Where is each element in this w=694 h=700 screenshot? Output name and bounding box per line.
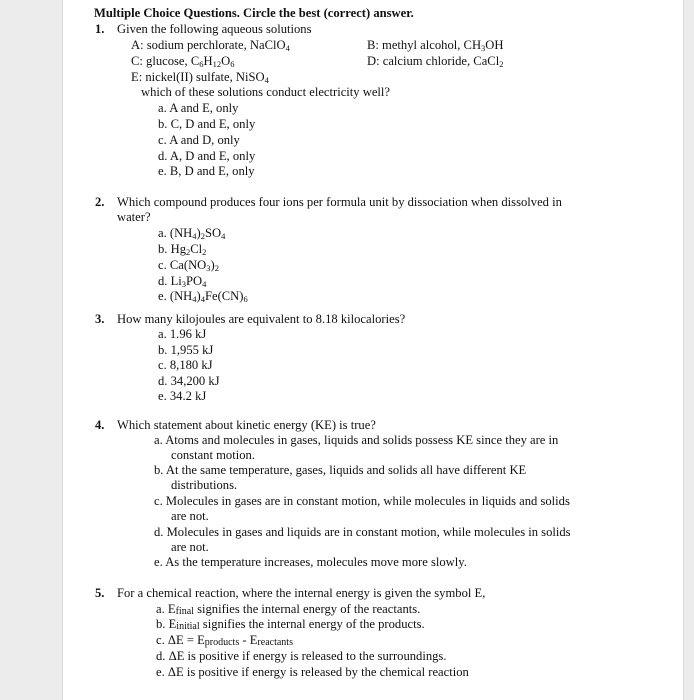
q2-stem-line2: water? [117,210,151,224]
q5-option-b[interactable]: b. $E_{initial}$ signifies the internal energy of the products. [156,617,425,632]
q1-solution-c: C: glucose, $C_6H_{12}O_6$ [131,54,235,69]
q3-number: 3. [95,312,105,326]
q1-solution-b: B: methyl alcohol, $CH_3OH$ [367,38,504,53]
q4-option-b-cont: distributions. [171,478,238,492]
q3-option-e[interactable]: e. 34.2 kJ [158,389,207,403]
q4-option-a[interactable]: a. Atoms and molecules in gases, liquids and solids possess KE since they are in [154,433,559,447]
q3-stem: How many kilojoules are equivalent to 8.18 kilocalories? [117,312,406,326]
q4-option-a-cont: constant motion. [171,448,255,462]
q5-option-e[interactable]: e. ΔE is positive if energy is released by the chemical reaction [156,665,469,679]
q4-option-b[interactable]: b. At the same temperature, gases, liquids and solids all have different KE [154,463,527,477]
q5-option-c[interactable]: c. $\Delta E = E_{products} - E_{reactants}$ [156,633,293,648]
q1-stem: Given the following aqueous solutions [117,22,312,36]
q3-option-d[interactable]: d. 34,200 kJ [158,374,220,388]
q5-option-a[interactable]: a. $E_{final}$ signifies the internal energy of the reactants. [156,602,421,617]
q4-option-d-cont: are not. [171,540,209,554]
q2-stem-line1: Which compound produces four ions per formula unit by dissociation when dissolved in [117,195,562,209]
q1-option-d[interactable]: d. A, D and E, only [158,149,256,163]
q1-option-e[interactable]: e. B, D and E, only [158,164,255,178]
q3-option-b[interactable]: b. 1,955 kJ [158,343,214,357]
q1-option-a[interactable]: a. A and E, only [158,101,239,115]
q1-solution-e: E: nickel(II) sulfate, NiSO$_4$ [131,70,269,85]
q3-option-a[interactable]: a. 1.96 kJ [158,327,207,341]
q5-option-d[interactable]: d. ΔE is positive if energy is released to the surroundings. [156,649,447,663]
q2-option-e[interactable]: e. $(NH_4)_4Fe(CN)_6$ [158,289,248,304]
q4-number: 4. [95,418,105,432]
section-heading: Multiple Choice Questions. Circle the best (correct) answer. [94,6,414,20]
q1-question: which of these solutions conduct electricity well? [141,85,391,99]
q3-option-c[interactable]: c. 8,180 kJ [158,358,213,372]
q4-stem: Which statement about kinetic energy (KE) is true? [117,418,376,432]
q2-option-a[interactable]: a. $(NH_4)_2SO_4$ [158,226,226,241]
q5-number: 5. [95,586,105,600]
q4-option-c[interactable]: c. Molecules in gases are in constant motion, while molecules in liquids and solids [154,494,570,508]
q4-option-d[interactable]: d. Molecules in gases and liquids are in constant motion, while molecules in solids [154,525,571,539]
q4-option-c-cont: are not. [171,509,209,523]
q2-option-d[interactable]: d. $Li_3PO_4$ [158,274,207,289]
q1-option-c[interactable]: c. A and D, only [158,133,240,147]
q1-number: 1. [95,22,105,36]
q1-option-b[interactable]: b. C, D and E, only [158,117,256,131]
q1-solution-d: D: calcium chloride, CaCl$_2$ [367,54,504,69]
q2-number: 2. [95,195,105,209]
q4-option-e[interactable]: e. As the temperature increases, molecules move more slowly. [154,555,467,569]
q2-option-c[interactable]: c. $Ca(NO_3)_2$ [158,258,219,273]
q2-option-b[interactable]: b. $Hg_2Cl_2$ [158,242,207,257]
q5-stem: For a chemical reaction, where the internal energy is given the symbol E, [117,586,486,600]
q1-solution-a: A: sodium perchlorate, NaClO$_4$ [131,38,290,53]
